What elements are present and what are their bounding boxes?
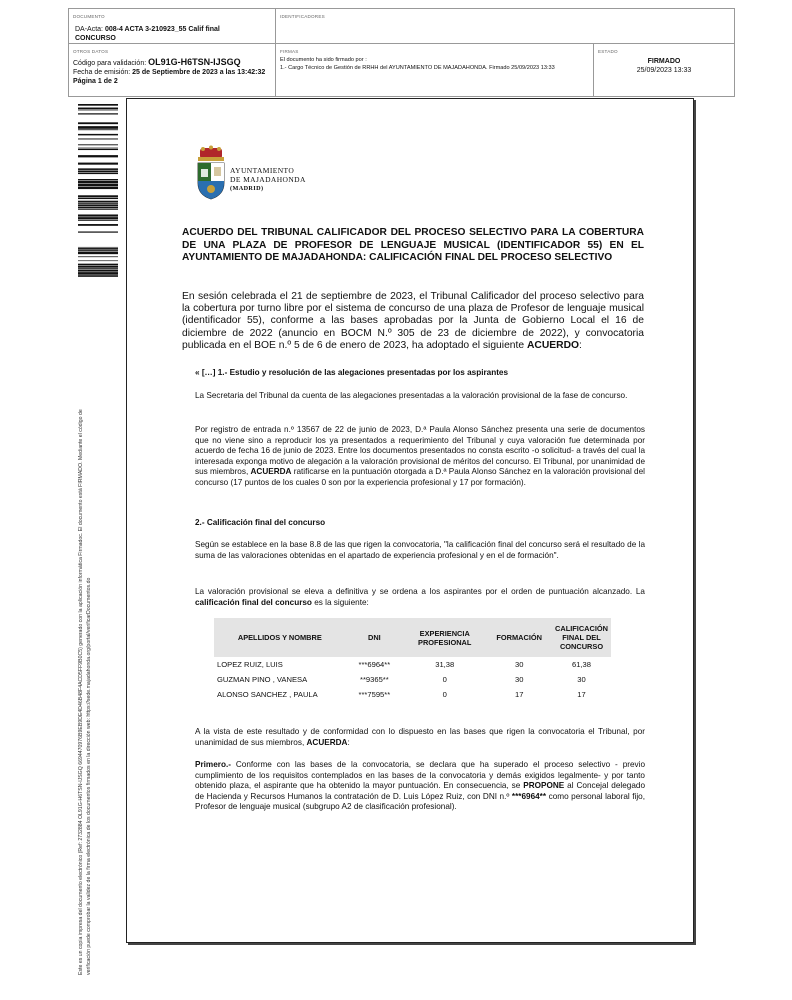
barcode-bar xyxy=(78,256,118,257)
closing-p1b: ACUERDA xyxy=(306,737,348,747)
closing-p2a: Primero.- xyxy=(195,760,231,769)
cell-calificacion: 30 xyxy=(577,675,586,684)
estado-label: ESTADO xyxy=(598,49,618,54)
closing-p2d: al Concejal delegado de Hacienda y Recursos Humanos la contratación de D. Luis López Ruiz, con DNI n.º xyxy=(195,781,645,801)
barcode-bar xyxy=(78,149,118,150)
cell-experiencia: 0 xyxy=(442,675,447,684)
table-row xyxy=(214,672,611,687)
intro-bold: ACUERDO xyxy=(526,339,580,351)
barcode-bar xyxy=(78,264,118,266)
section1-paragraph2 xyxy=(195,425,645,489)
barcode-bar xyxy=(78,104,118,106)
barcode-bar xyxy=(78,247,118,248)
barcode-bar xyxy=(78,266,118,268)
closing-p1a: A la vista de este resultado y de conformidad con lo dispuesto en las bases que rigen la convocatoria el Tribunal, por unanimidad de sus miembros, xyxy=(195,727,645,747)
logo-line2: DE MAJADAHONDA xyxy=(230,175,306,184)
coat-of-arms-icon xyxy=(194,145,228,201)
section1-heading: « […] 1.- Estudio y resolución de las alegaciones presentadas por los aspirantes xyxy=(195,368,509,377)
fecha-value: 25 de Septiembre de 2023 a las 13:42:32 xyxy=(132,69,266,76)
barcode-bar xyxy=(78,170,118,172)
closing-paragraph2 xyxy=(195,760,645,813)
identificadores-label: IDENTIFICADORES xyxy=(280,14,325,19)
section1-paragraph1: La Secretaria del Tribunal da cuenta de las alegaciones presentadas a la valoración provisional de la fase de concurso. xyxy=(195,391,628,400)
closing-p2c: PROPONE xyxy=(523,781,565,791)
barcode-bar xyxy=(78,201,118,203)
barcode-bar xyxy=(78,203,118,204)
barcode-bar xyxy=(78,206,118,208)
firmas-label: FIRMAS xyxy=(280,49,299,54)
cell-dni: ***7595** xyxy=(358,690,391,699)
section2-p1a: Según se establece en la base 8.8 de las que rigen la convocatoria, xyxy=(195,540,442,549)
signature-header xyxy=(68,8,735,97)
barcode-bar xyxy=(78,108,118,110)
barcode xyxy=(78,104,118,278)
closing-p2e: ***6964** xyxy=(511,791,547,801)
cell-formacion: 30 xyxy=(514,675,524,684)
documento-prefix: DA-Acta: xyxy=(75,26,105,33)
estado-value: FIRMADO xyxy=(647,58,681,65)
barcode-bar xyxy=(78,204,118,206)
barcode-bar xyxy=(78,195,118,197)
section2-paragraph1 xyxy=(195,540,645,561)
fecha-label: Fecha de emisión: xyxy=(73,69,133,76)
barcode-bar xyxy=(78,138,118,139)
cell-nombre: GUZMAN PINO , VANESA xyxy=(217,675,308,684)
section2-p1b: "la calificación final del concurso será el resultado de la suma de las valoraciones obtenidas en el apartado de experiencia profesional y en el de formación". xyxy=(195,540,646,560)
barcode-bar xyxy=(78,270,118,272)
barcode-bar xyxy=(78,209,118,210)
barcode-bar xyxy=(78,248,118,250)
cell-nombre: LOPEZ RUIZ, LUIS xyxy=(217,660,283,669)
municipality-name xyxy=(230,166,306,193)
col-header-formacion: FORMACIÓN xyxy=(486,618,552,657)
table-row xyxy=(214,687,611,702)
logo-line1: AYUNTAMIENTO xyxy=(230,166,295,175)
barcode-bar xyxy=(78,198,118,199)
section2-heading: 2.- Calificación final del concurso xyxy=(195,518,326,527)
intro-text: En sesión celebrada el 21 de septiembre de 2023, el Tribunal Calificador del proceso selectivo para la cobertura por turno libre por el sistema de concurso de una plaza de Profesor de lenguaje musical (identificador 55), conforme a las bases aprobadas por la Junta de Gobierno Local el 16 de diciembre de 2022 (anuncio en BOCM N.º 305 de 23 de diciembre de 2022), y convocatoria publicada en el BOE n.º 5 de 6 de enero de 2023, ha adoptado el siguiente xyxy=(182,291,644,351)
section2-p2b: calificación final del concurso xyxy=(195,597,312,607)
barcode-bar xyxy=(78,144,118,145)
barcode-bar xyxy=(78,148,118,149)
cell-nombre: ALONSO SANCHEZ , PAULA xyxy=(217,690,318,699)
barcode-bar xyxy=(78,168,118,170)
section2-p2a: La valoración provisional se eleva a definitiva y se ordena a los aspirantes por el orden de puntuación alcanzado. La xyxy=(195,587,645,596)
codigo-value[interactable]: OL91G-H6TSN-IJSGQ xyxy=(148,57,241,67)
barcode-bar xyxy=(78,113,118,114)
barcode-bar xyxy=(78,181,118,183)
side-verification-note xyxy=(78,295,93,975)
cell-calificacion: 17 xyxy=(577,690,586,699)
barcode-bar xyxy=(78,155,118,157)
cell-formacion: 17 xyxy=(514,690,524,699)
col-header-calificacion: CALIFICACIÓN FINAL DEL CONCURSO xyxy=(552,618,611,657)
section1-p2b: ACUERDA xyxy=(250,467,292,477)
col-header-dni: DNI xyxy=(346,618,403,657)
table-header-row xyxy=(214,618,611,657)
section2-paragraph2 xyxy=(195,587,645,608)
codigo-label: Código para validación: xyxy=(73,60,149,67)
closing-p2f: como personal laboral fijo, Profesor de lenguaje musical (subgrupo A2 de clasificación profesional). xyxy=(195,791,645,812)
closing-paragraph1 xyxy=(195,727,645,748)
otros-label: OTROS DATOS xyxy=(73,49,109,54)
barcode-bar xyxy=(78,126,118,129)
barcode-bar xyxy=(78,187,118,189)
closing-p2b: Conforme con las bases de la convocatoria, se declara que ha superado el proceso selectivo - previo cumplimiento de los requisitos contemplados en las bases de la convocatoria y demás exigidos legalmente- y por tanto obtenido plaza, el aspirante que ha obtenido la mayor puntuación. En consecuencia, se xyxy=(195,760,645,791)
documento-label: DOCUMENTO xyxy=(73,14,105,19)
cell-experiencia: 0 xyxy=(442,690,447,699)
col-header-experiencia: EXPERIENCIA PROFESIONAL xyxy=(403,618,486,657)
barcode-bar xyxy=(78,231,118,232)
logo-line3: (MADRID) xyxy=(230,185,264,192)
cell-formacion: 30 xyxy=(514,660,524,669)
estado-cell xyxy=(593,44,734,96)
results-table xyxy=(214,618,611,702)
barcode-bar xyxy=(78,129,118,130)
cell-dni: ***6964** xyxy=(358,660,391,669)
closing-p1c: : xyxy=(347,737,350,747)
section1-p2c: ratificarse en la puntuación otorgada a D.ª Paula Alonso Sánchez en la valoración provisional del concurso (17 puntos de los cuales 0 son por la experiencia profesional y 17 por formación). xyxy=(195,467,645,487)
barcode-bar xyxy=(78,217,118,219)
barcode-bar xyxy=(78,260,118,261)
barcode-bar xyxy=(78,179,118,180)
barcode-bar xyxy=(78,184,118,187)
barcode-bar xyxy=(78,110,118,111)
barcode-bar xyxy=(78,134,118,136)
pagina: Página 1 de 2 xyxy=(73,78,118,85)
firmas-cell xyxy=(275,44,593,96)
firmas-line2: 1.- Cargo Técnico de Gestión de RRHH del AYUNTAMIENTO DE MAJADAHONDA. Firmado 25/09/2023 13:33 xyxy=(280,64,555,71)
barcode-bar xyxy=(78,173,118,175)
barcode-bar xyxy=(78,250,118,251)
side-note-line1: Este es un copia impresa del documento electrónico (Ref: 2732884 OL91G-H6TSN-IJSGQ 6694470976B9EB9DE4D46B48F4ACD5FF9B0C5) generado con la aplicación informática Firmadoc. El documento está FIRMADO. Mediante el código de xyxy=(78,409,84,975)
barcode-bar xyxy=(78,252,118,254)
barcode-bar xyxy=(78,224,118,226)
side-note-line2: verificación puede comprobar la validez de la firma electrónica de los documentos firmados en la dirección web: https://sede.majadahonda.org/portal/verificarDocumentos.do xyxy=(85,577,92,975)
documento-name-2: CONCURSO xyxy=(75,35,116,42)
barcode-bar xyxy=(78,272,118,275)
document-title: ACUERDO DEL TRIBUNAL CALIFICADOR DEL PROCESO SELECTIVO PARA LA COBERTURA DE UNA PLAZA DE PROFESOR DE LENGUAJE MUSICAL (IDENTIFICADOR 55) EN EL AYUNTAMIENTO DE MAJADAHONDA: CALIFICACIÓN FINAL DEL PROCESO SELECTIVO xyxy=(182,227,644,263)
barcode-bar xyxy=(78,214,118,216)
col-header-nombre: APELLIDOS Y NOMBRE xyxy=(214,618,346,657)
barcode-bar xyxy=(78,275,118,277)
barcode-bar xyxy=(78,220,118,221)
documento-name: 008-4 ACTA 3-210923_55 Calif final xyxy=(104,26,220,33)
identificadores-cell xyxy=(275,9,734,43)
barcode-bar xyxy=(78,122,118,124)
intro-end: : xyxy=(579,339,582,351)
barcode-bar xyxy=(78,163,118,165)
section1-p2a: Por registro de entrada n.º 13567 de 22 de junio de 2023, D.ª Paula Alonso Sánchez presenta una serie de documentos que no viene sino a reproducir los ya presentados a requerimiento del Tribunal y cuya valoración fue determinada por acuerdo de fecha 16 de junio de 2023. Entre los documentos presentados no consta escrito -o solicitud- a través del cual la interesada exponga motivo de alegación a la valoración provisional de méritos del concurso. El Tribunal, por unanimidad de sus miembros, xyxy=(195,425,645,477)
cell-experiencia: 31,38 xyxy=(435,660,455,669)
barcode-bar xyxy=(78,268,118,269)
estado-fecha: 25/09/2023 13:33 xyxy=(636,67,692,74)
otros-datos-cell xyxy=(69,44,275,96)
cell-dni: **9365** xyxy=(360,675,389,684)
intro-paragraph xyxy=(182,291,644,352)
cell-calificacion: 61,38 xyxy=(572,660,592,669)
section2-p2c: es la siguiente: xyxy=(311,597,369,607)
table-row xyxy=(214,657,611,672)
documento-cell xyxy=(69,9,275,43)
firmas-line1: El documento ha sido firmado por : xyxy=(280,57,367,63)
